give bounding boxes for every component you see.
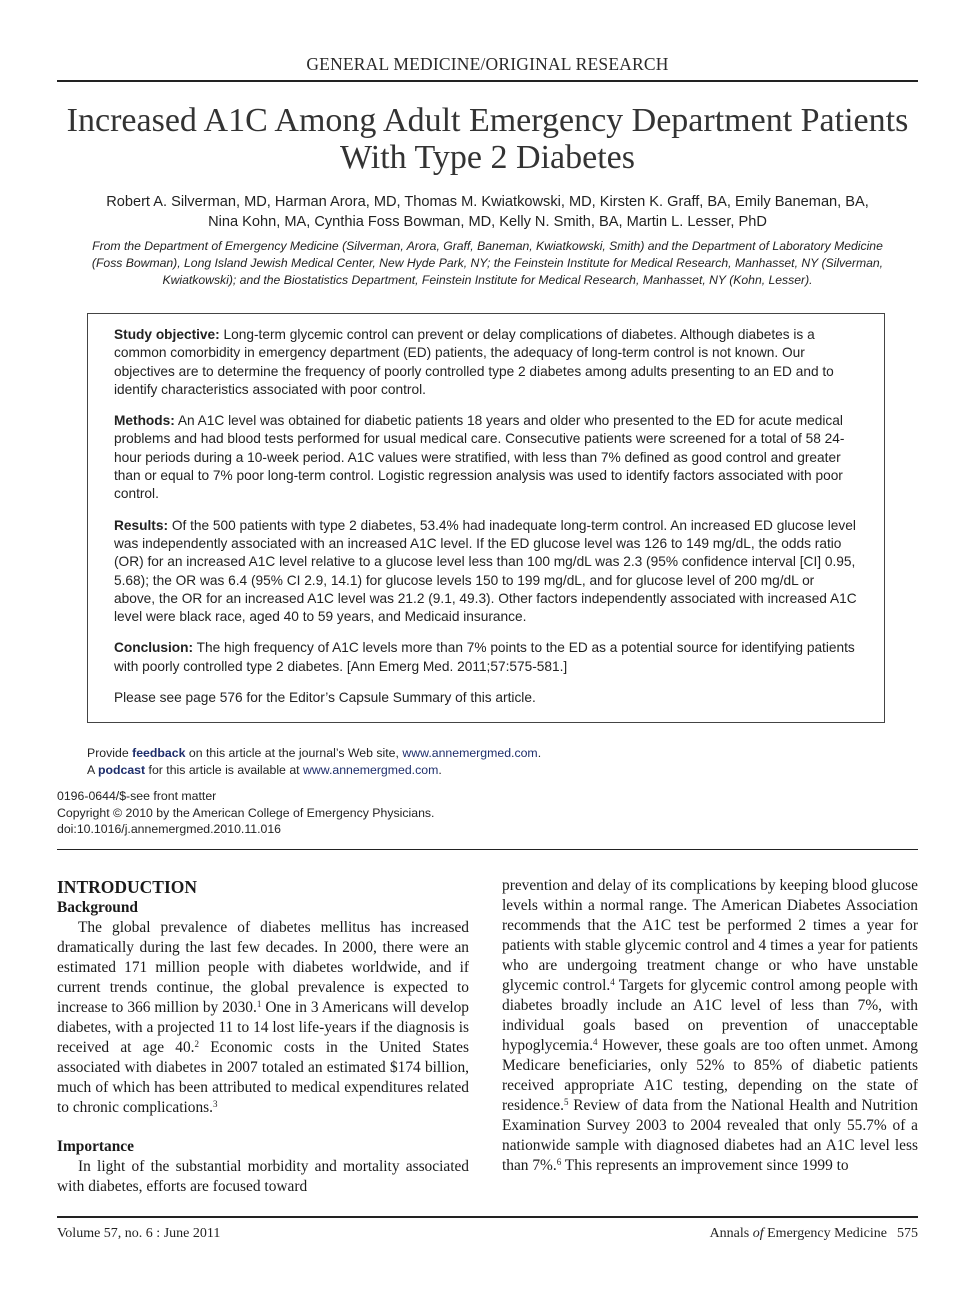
ref-4b[interactable]: 4 (593, 1037, 598, 1047)
ref-2[interactable]: 2 (194, 1039, 200, 1049)
header-rule (57, 80, 918, 82)
conclusion-text: The high frequency of A1C levels more than 7% points to the ED as a potential source for identifying patients with poorly controlled type 2 diabetes. [Ann Emerg Med. 2011;57:575-581.] (114, 640, 855, 674)
affiliation-line-2: (Foss Bowman), Long Island Jewish Medical Center, New Hyde Park, NY; the Feinstein Institute for Medical Research, Manhasset, NY (Silverman, (91, 255, 884, 270)
title-line-2: With Type 2 Diabetes (340, 139, 635, 176)
bg-text-b: One in 3 Americans will develop diabetes, with a projected 11 to 14 lost life-years if the diagnosis is received at age 40. (57, 999, 469, 1056)
abstract-conclusion (114, 639, 858, 676)
podcast-link[interactable]: podcast (97, 762, 146, 777)
r-text-c: However, these goals are too often unmet. Among Medicare beneficiaries, only 52% to 85% of diabetic patients received appropriate A1C testing, depending on the state of residence. (502, 1037, 918, 1114)
results-text: Of the 500 patients with type 2 diabetes, 53.4% had inadequate long-term control. An increased ED glucose level was independently associated with an increased A1C level. If the ED glucose level was 126 to 149 mg/dL, the odds ratio (OR) for an increased A1C level relative to a glucose level less than 100 mg/dL was 2.3 (95% confidence interval [CI] 0.95, 5.68); the OR was 6.4 (95% CI 2.9, 14.1) for glucose levels 150 to 199 mg/dL, and for glucose level of 200 mg/dL or above, the OR for an increased A1C level was 21.2 (9.1, 49.3). Other factors independently associated with increased A1C level were black race, aged 40 to 59 years, and Medicaid insurance. (114, 517, 857, 625)
background-paragraph (57, 918, 469, 1118)
footer-rule (57, 1216, 918, 1218)
objective-label: Study objective: (114, 327, 220, 342)
abstract-results (114, 517, 858, 627)
journal-name-pre: Annals (709, 1226, 753, 1241)
capsule-note: Please see page 576 for the Editor’s Capsule Summary of this article. (114, 690, 536, 706)
importance-paragraph: In light of the substantial morbidity and mortality associated with diabetes, efforts are focused toward (57, 1158, 469, 1195)
methods-label: Methods: (114, 413, 175, 429)
r-text-b: Targets for glycemic control among people with diabetes broadly include an A1C level of less than 7%, with individual goals based on prevention of unacceptable hypoglycemia. (502, 977, 918, 1054)
r-text-d: Review of data from the National Health and Nutrition Examination Survey 2003 to 2004 revealed that only 55.7% of a nationwide sample with diagnosed diabetes had an A1C level less than 7%. (502, 1097, 918, 1174)
abstract-methods (114, 412, 858, 503)
feedback-link[interactable]: feedback (132, 746, 186, 760)
results-label: Results: (114, 517, 169, 533)
authors-line-1: Robert A. Silverman, MD, Harman Arora, MD, Thomas M. Kwiatkowski, MD, Kirsten K. Graff, BA, Emily Baneman, BA, (106, 194, 869, 210)
volume-info: Volume 57, no. 6 : June 2011 (57, 1226, 221, 1241)
background-heading: Background (57, 899, 138, 916)
journal-name-post: Emergency Medicine (763, 1226, 887, 1241)
section-label: GENERAL MEDICINE/ORIGINAL RESEARCH (306, 54, 669, 74)
podcast-note (87, 762, 541, 779)
feedback-pre: Provide (87, 746, 133, 760)
r-text-e: This represents an improvement since 1999 to (561, 1157, 849, 1174)
ref-4a[interactable]: 4 (610, 977, 615, 987)
title-line-1: Increased A1C Among Adult Emergency Department Patients (66, 102, 909, 139)
feedback-post: . (537, 746, 542, 760)
abstract-box (87, 313, 885, 723)
authors-line-2: Nina Kohn, MA, Cynthia Foss Bowman, MD, Kelly N. Smith, BA, Martin L. Lesser, PhD (208, 213, 767, 230)
introduction-heading: INTRODUCTION (57, 877, 198, 897)
affiliations (57, 238, 918, 288)
feedback-mid: on this article at the journal’s Web site, (185, 746, 403, 760)
ref-6[interactable]: 6 (556, 1157, 562, 1167)
methods-text: An A1C level was obtained for diabetic patients 18 years and older who presented to the ED for acute medical problems and had blood tests performed for usual medical care. Consecutive patients were screened for a total of 58 24-hour periods during a 10-week period. A1C values were stratified, with less than 7% defined as good control and greater than or equal to 7% poor long-term control. Logistic regression analysis was used to identify factors associated with poor control. (114, 413, 845, 502)
page-number: 575 (897, 1226, 918, 1241)
objective-text: Long-term glycemic control can prevent or delay complications of diabetes. Although diabetes is a common comorbidity in emergency department (ED) patients, the adequacy of long-term control is not known. Our objectives are to determine the frequency of poorly controlled type 2 diabetes among adults presenting to an ED and to identify characteristics associated with poor control. (114, 327, 834, 397)
abstract-objective (114, 326, 858, 399)
front-matter (57, 788, 434, 838)
affiliation-line-1: From the Department of Emergency Medicine (Silverman, Arora, Graff, Baneman, Kwiatkowski, Smith) and the Department of Laboratory Medicine (92, 239, 883, 253)
journal-name-of: of (752, 1226, 764, 1241)
right-column (502, 876, 918, 1176)
ref-3[interactable]: 3 (213, 1099, 218, 1109)
bg-text-a: The global prevalence of diabetes mellitus has increased dramatically during the last few decades. In 2000, there were an estimated 171 million people with diabetes worldwide, and if current trends continue, the global prevalence is expected to increase to 366 million by 2030. (57, 919, 469, 1016)
ref-1[interactable]: 1 (256, 999, 262, 1009)
online-notes (87, 745, 541, 778)
body-divider (57, 849, 918, 850)
podcast-pre: A (87, 762, 98, 777)
conclusion-label: Conclusion: (114, 640, 194, 656)
copyright: Copyright © 2010 by the American College of Emergency Physicians. (57, 805, 435, 820)
author-list (57, 193, 918, 232)
journal-footer (710, 1226, 918, 1242)
issn: 0196-0644/$-see front matter (57, 789, 217, 803)
article-title (57, 102, 918, 176)
affiliation-line-3: Kwiatkowski); and the Biostatistics Department, Feinstein Institute for Medical Research, Manhasset, NY (Kohn, Lesser). (162, 272, 813, 287)
feedback-url-link[interactable]: www.annemergmed.com (402, 746, 538, 760)
podcast-mid: for this article is available at (145, 762, 303, 777)
continued-paragraph (502, 876, 918, 1176)
r-text-a: prevention and delay of its complications by keeping blood glucose levels within a normal range. The American Diabetes Association recommends that the A1C test be performed 2 times a year for patients with stable glycemic control and 4 times a year for patients who are undergoing treatment change or who have unstable glycemic control. (502, 877, 918, 994)
feedback-note (87, 745, 541, 762)
importance-heading: Importance (57, 1138, 134, 1155)
podcast-post: . (438, 762, 442, 777)
doi: doi:10.1016/j.annemergmed.2010.11.016 (57, 822, 282, 836)
ref-5[interactable]: 5 (563, 1097, 569, 1107)
podcast-url-link[interactable]: www.annemergmed.com (303, 762, 439, 777)
left-column (57, 876, 469, 1197)
bg-text-c: Economic costs in the United States associated with diabetes in 2007 totaled an estimated $174 billion, much of which has been attributed to medical expenditures related to chronic complications. (57, 1039, 469, 1116)
